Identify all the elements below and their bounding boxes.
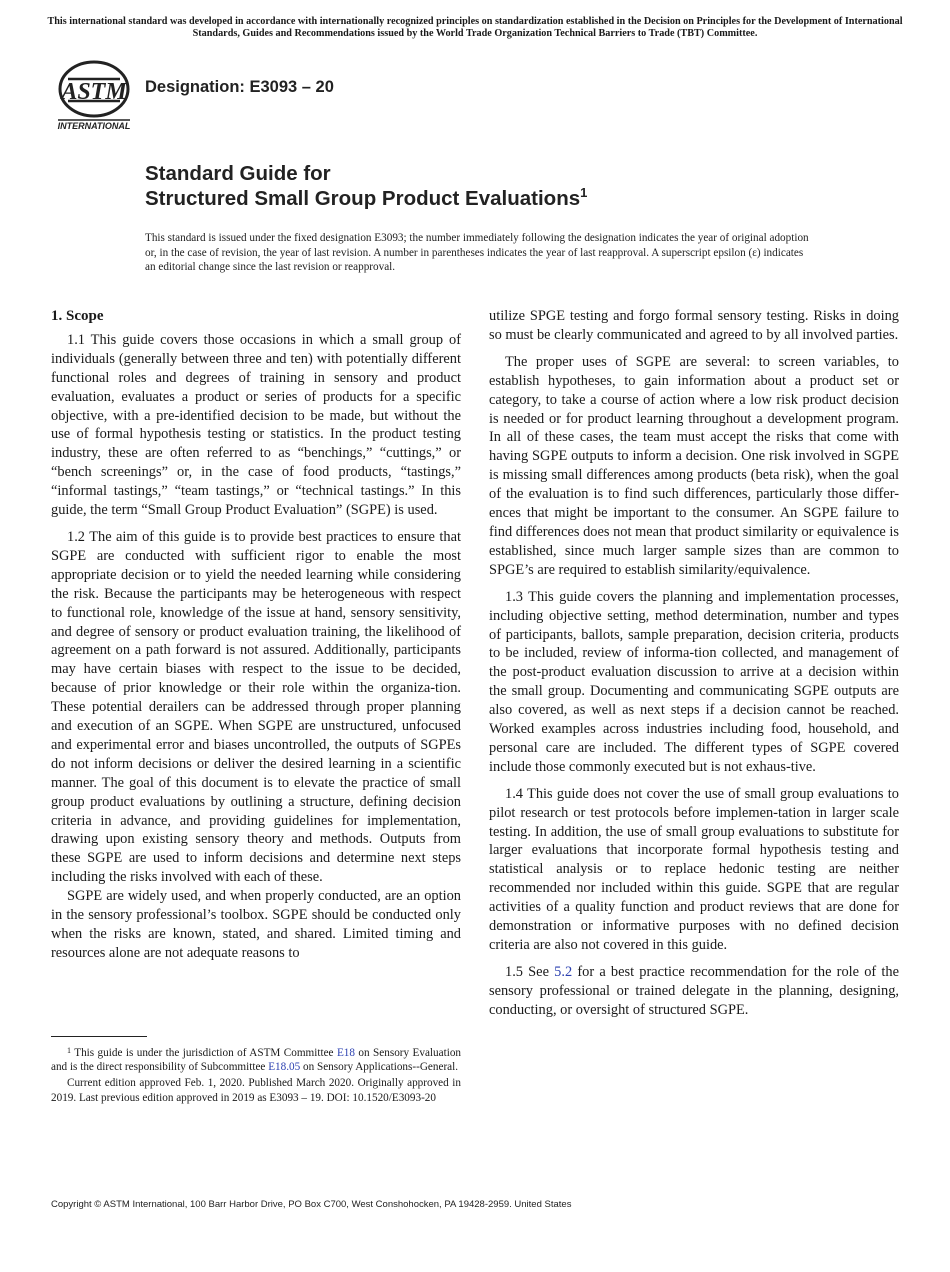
right-column <box>489 307 899 1020</box>
footnote-1-text-b: on Sensory Evaluation and is the direct responsibility of Subcommittee <box>51 1047 462 1074</box>
footnote-1-text-c: on Sensory Applications--General. <box>300 1061 459 1074</box>
paragraph-1-3: 1.3 This guide covers the planning and implementation processes, including objective setting, method determination, number and types of participants, ballots, sample preparation, decision criteria, products to be included, review of informa-tion collected, and management of the post-product evaluation discussion to arrive at a decision within the small group. Documenting and communicating SGPE outputs are also covered, as well as next steps if a decision cannot be reached. Worked examples across industries including food, household, and personal care are included. The different types of SGPE covered include those commonly executed but is not exhaus-tive. <box>489 588 899 775</box>
document-title <box>145 161 587 211</box>
astm-logo-mark: ASTM <box>61 79 127 105</box>
left-column <box>51 307 461 963</box>
link-e18[interactable]: E18 <box>336 1047 355 1059</box>
paragraph-1-2: 1.2 The aim of this guide is to provide best practices to ensure that SGPE are conducted with sufficient rigor to enable the most appropriate decision or to yield the needed learning while considering the risk. Because the participants may be heterogeneous with respect to functional role, knowledge of the issue at hand, sensory sensitivity, and degree of sensory or product evaluation training, the likelihood of agreement on a path forward is not assured. Additionally, participants may have certain biases with respect to the issue to be decided, because of prior knowledge or their role within the organiza-tion. These potential derailers can be addressed through proper planning and execution of an SGPE. When SGPE are unstructured, unfocused and experimental error and biases uncontrolled, the outputs of SGPEs do not inform decisions or deliver the desired learning in a scientific manner. The goal of this document is to elevate the practice of small group product evaluations by outlining a structure, defining decision criteria in advance, and providing guidelines for implementation, drawing upon existing sensory theory and methods. Outputs from these SGPE are used to inform decisions and determine next steps including the risks involved with each of these. <box>51 528 461 886</box>
title-footnote-ref: 1 <box>580 185 588 200</box>
footnote-edition: Current edition approved Feb. 1, 2020. Published March 2020. Originally approved in 2019. Last previous edition approved in 2019 as E3093 – 19. DOI: 10.1520/E3093-20 <box>51 1077 461 1104</box>
footnote-1-mark: 1 <box>67 1046 71 1055</box>
paragraph-1-5-post: for a best practice recommendation for the role of the sensory professional or trained delegate in the planning, designing, conducting, or oversight of structured SGPE. <box>489 963 899 1018</box>
designation: Designation: E3093 – 20 <box>145 78 334 96</box>
title-line-2 <box>145 186 587 211</box>
link-e18-05[interactable]: E18.05 <box>268 1061 301 1074</box>
title-line-1: Standard Guide for <box>145 162 331 185</box>
wto-notice: This international standard was developed in accordance with internationally recognized principles on standardization established in the Decision on Principles for the Development of International Standards, Guides and Recommendations issued by the World Trade Organization Technical Barriers to Trade (TBT) Committee. <box>47 16 903 39</box>
issuance-statement: This standard is issued under the fixed designation E3093; the number immediately following the designation indicates the year of original adoption or, in the case of revision, the year of last revision. A number in parentheses indicates the year of last reapproval. A superscript epsilon (ε) indicates an editorial change since the last revision or reapproval. <box>145 232 809 273</box>
paragraph-1-4: 1.4 This guide does not cover the use of small group evaluations to pilot research or test protocols before implemen-tation in larger scale testing. In addition, the use of small group evaluations to substitute for larger evaluations that incorporate formal hypothesis testing and statistical analysis or to replace hedonic testing are neither recommended nor included within this guide. SGPE that are regular activities of a quality function and product reviews that are done for demonstration or informative purposes with no defined decision criteria are also not covered in this guide. <box>489 785 899 953</box>
copyright-notice: Copyright © ASTM International, 100 Barr Harbor Drive, PO Box C700, West Conshohocken, PA 19428-2959. United States <box>51 1199 572 1210</box>
paragraph-1-5-pre: 1.5 See <box>505 963 555 980</box>
section-heading-scope: 1. Scope <box>51 308 104 324</box>
footnote-1-text-a: This guide is under the jurisdiction of ASTM Committee <box>71 1047 337 1059</box>
footnotes <box>51 1046 461 1107</box>
paragraph-1-2-b: SGPE are widely used, and when properly conducted, are an option in the sensory professional’s toolbox. SGPE should be conducted only when the risks are known, stated, and shared. Limited timing and resources alone are not adequate reasons to <box>51 888 461 961</box>
footnote-divider <box>51 1036 147 1037</box>
footnote-1 <box>51 1046 461 1074</box>
paragraph-1-2-c: The proper uses of SGPE are several: to screen variables, to establish hypotheses, to gain information about a product set or category, to take a course of action where a low risk product decision is needed or for product learning throughout a development program. In all of these cases, the team must accept the risks that come with having SGPE outputs to inform a decision. One risk involved in SGPE is missing small differences among products (beta risk), when the goal of the evaluation is to find such differences, particularly those differ-ences that might be important to the consumer. An SGPE failure to find differences does not mean that product similarity or equivalence is established, since much larger sample sizes than are common to SPGE’s are required to establish similarity/equivalence. <box>489 353 899 578</box>
paragraph-1-2-b-continued: utilize SPGE testing and forgo formal sensory testing. Risks in doing so must be clearly communicated and agreed to by all involved parties. <box>489 308 899 343</box>
astm-logo <box>54 57 134 131</box>
link-section-5-2[interactable]: 5.2 <box>554 963 573 980</box>
paragraph-1-1: 1.1 This guide covers those occasions in which a small group of individuals (generally between three and ten) with potentially different functional roles and degrees of training in sensory and product evaluation, evaluates a product or series of products for a specific objective, with a pre-identified decision to be made, but without the use of formal hypothesis testing or statistics. In the product testing industry, these are often referred to as “benchings,” “cuttings,” or “bench screenings” or, in the case of food products, “tastings,” “informal tastings,” “team tastings,” or “technical tastings.” In this guide, the term “Small Group Product Evaluation” (SGPE) is used. <box>51 331 461 519</box>
astm-logo-text: INTERNATIONAL <box>57 121 131 131</box>
title-line-2-text: Structured Small Group Product Evaluations <box>145 187 581 210</box>
paragraph-1-5 <box>489 963 899 1020</box>
